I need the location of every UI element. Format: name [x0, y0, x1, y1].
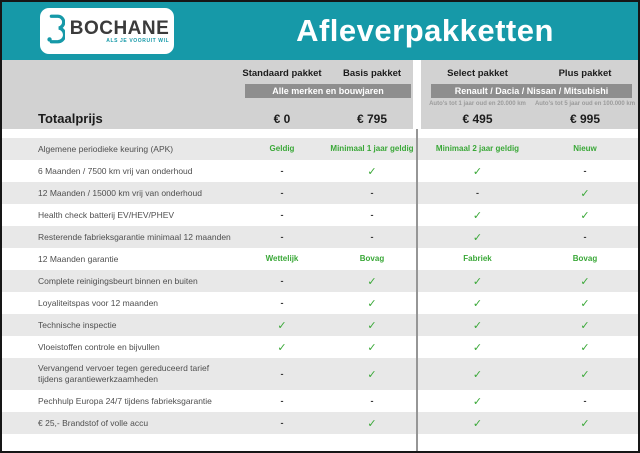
column-headers-row [2, 68, 638, 82]
logo-text [70, 19, 170, 44]
page-title: Afleverpakketten [296, 13, 554, 48]
check-icon: ✓ [580, 320, 590, 332]
dash-mark: - [583, 395, 587, 406]
brand-badge-all-makes: Alle merken en bouwjaren [245, 84, 411, 98]
check-icon: ✓ [367, 418, 377, 430]
feature-label: € 25,- Brandstof of volle accu [38, 417, 149, 428]
dash-mark: - [476, 187, 479, 198]
feature-value [425, 272, 530, 290]
table-row [2, 182, 638, 204]
dash-mark: - [280, 231, 284, 242]
badges-row [2, 82, 638, 98]
feature-value [530, 184, 640, 202]
check-icon: ✓ [367, 320, 377, 332]
feature-value [530, 414, 640, 432]
table-row [2, 226, 638, 248]
check-icon: ✓ [367, 276, 377, 288]
check-icon: ✓ [367, 298, 377, 310]
dash-mark: - [280, 187, 284, 198]
feature-value [425, 392, 530, 410]
table-row [2, 248, 638, 270]
dash-mark: - [583, 231, 587, 242]
dash-mark: - [280, 275, 284, 286]
feature-value [425, 414, 530, 432]
dash-mark: - [370, 209, 374, 220]
feature-value [530, 206, 640, 224]
bochane-logo-icon [45, 13, 65, 50]
feature-label: Pechhulp Europa 24/7 tijdens fabrieksgarantie [38, 395, 212, 406]
check-icon: ✓ [580, 369, 590, 381]
logo-tagline: ALS JE VOORUIT WIL [106, 37, 170, 44]
total-price-row [2, 110, 638, 128]
check-icon: ✓ [580, 210, 590, 222]
table-row [2, 336, 638, 358]
dash-mark: - [370, 231, 374, 242]
feature-value [530, 294, 640, 312]
check-icon: ✓ [580, 188, 590, 200]
feature-label: Loyaliteitspas voor 12 maanden [38, 297, 159, 308]
feature-value [327, 294, 417, 312]
feature-value [425, 162, 530, 180]
feature-value [425, 294, 530, 312]
feature-value: Minimaal 1 jaar geldig [330, 144, 414, 153]
feature-value: Bovag [572, 254, 598, 263]
brand-badge-renault-group: Renault / Dacia / Nissan / Mitsubishi [431, 84, 632, 98]
feature-label: Health check batterij EV/HEV/PHEV [38, 209, 175, 220]
feature-value: Geldig [269, 144, 295, 153]
feature-label: 12 Maanden / 15000 km vrij van onderhoud [38, 187, 202, 198]
select-pakket-note: Auto's tot 1 jaar oud en 20.000 km [429, 101, 526, 107]
column-header-plus: Plus pakket [558, 68, 612, 79]
check-icon: ✓ [472, 418, 483, 430]
table-header-band [2, 60, 638, 129]
spacer-row [2, 129, 638, 138]
total-price-label: Totaalprijs [38, 111, 103, 126]
feature-label: Vervangend vervoer tegen gereduceerd tarief tijdens garantiewerkzaamheden [38, 363, 210, 384]
feature-value [327, 414, 417, 432]
feature-value [425, 316, 530, 334]
check-icon: ✓ [367, 166, 377, 178]
check-icon: ✓ [277, 342, 287, 354]
feature-value [327, 338, 417, 356]
feature-label: Resterende fabrieksgarantie minimaal 12 maanden [38, 231, 231, 242]
check-icon: ✓ [580, 276, 590, 288]
feature-value: Bovag [359, 254, 385, 263]
plus-pakket-note: Auto's tot 5 jaar oud en 100.000 km [534, 101, 636, 107]
feature-value: Wettelijk [265, 254, 299, 263]
dash-mark: - [280, 395, 284, 406]
column-header-standaard: Standaard pakket [242, 68, 322, 79]
price-select: € 495 [462, 112, 493, 126]
table-row [2, 160, 638, 182]
check-icon: ✓ [472, 320, 483, 332]
feature-value [327, 365, 417, 383]
feature-value [425, 206, 530, 224]
feature-value [425, 228, 530, 246]
header-bar [2, 2, 638, 60]
table-row [2, 270, 638, 292]
check-icon: ✓ [472, 369, 483, 381]
feature-value [327, 316, 417, 334]
table-row [2, 314, 638, 336]
feature-value: Nieuw [573, 144, 597, 153]
feature-value [425, 365, 530, 383]
feature-label: Algemene periodieke keuring (APK) [38, 143, 174, 154]
feature-value: Minimaal 2 jaar geldig [435, 144, 520, 153]
price-basis: € 795 [356, 112, 388, 126]
feature-value [327, 272, 417, 290]
table-row [2, 358, 638, 390]
feature-value: Fabriek [463, 254, 492, 263]
bochane-logo [40, 8, 174, 54]
group-divider-gap [413, 60, 421, 129]
check-icon: ✓ [580, 298, 590, 310]
feature-value [425, 338, 530, 356]
check-icon: ✓ [472, 210, 483, 222]
check-icon: ✓ [580, 418, 590, 430]
feature-label: 6 Maanden / 7500 km vrij van onderhoud [38, 165, 193, 176]
table-row [2, 204, 638, 226]
table-row [2, 138, 638, 160]
notes-row [2, 98, 638, 109]
dash-mark: - [583, 165, 587, 176]
check-icon: ✓ [277, 320, 287, 332]
table-row [2, 390, 638, 412]
feature-label: Complete reinigingsbeurt binnen en buiten [38, 275, 198, 286]
check-icon: ✓ [367, 369, 377, 381]
check-icon: ✓ [472, 166, 483, 178]
dash-mark: - [280, 368, 284, 379]
column-header-basis: Basis pakket [342, 68, 402, 79]
price-plus: € 995 [569, 112, 601, 126]
feature-value [237, 316, 327, 334]
check-icon: ✓ [472, 298, 483, 310]
feature-value [530, 272, 640, 290]
table-row [2, 292, 638, 314]
dash-mark: - [280, 417, 284, 428]
check-icon: ✓ [472, 232, 483, 244]
feature-value [530, 338, 640, 356]
check-icon: ✓ [472, 276, 483, 288]
table-row [2, 412, 638, 434]
dash-mark: - [370, 395, 374, 406]
feature-label: Vloeistoffen controle en bijvullen [38, 341, 160, 352]
feature-value [327, 162, 417, 180]
feature-label: 12 Maanden garantie [38, 253, 119, 264]
dash-mark: - [280, 297, 284, 308]
check-icon: ✓ [580, 342, 590, 354]
feature-label: Technische inspectie [38, 319, 117, 330]
dash-mark: - [280, 209, 284, 220]
feature-value [237, 338, 327, 356]
check-icon: ✓ [472, 396, 483, 408]
dash-mark: - [370, 187, 374, 198]
column-header-select: Select pakket [447, 68, 508, 79]
feature-value [530, 316, 640, 334]
dash-mark: - [280, 165, 284, 176]
check-icon: ✓ [367, 342, 377, 354]
check-icon: ✓ [472, 342, 483, 354]
feature-value [530, 365, 640, 383]
logo-wordmark: BOCHANE [69, 17, 170, 39]
price-standaard: € 0 [273, 112, 291, 126]
group-divider-line [416, 129, 418, 451]
feature-rows [2, 138, 638, 434]
